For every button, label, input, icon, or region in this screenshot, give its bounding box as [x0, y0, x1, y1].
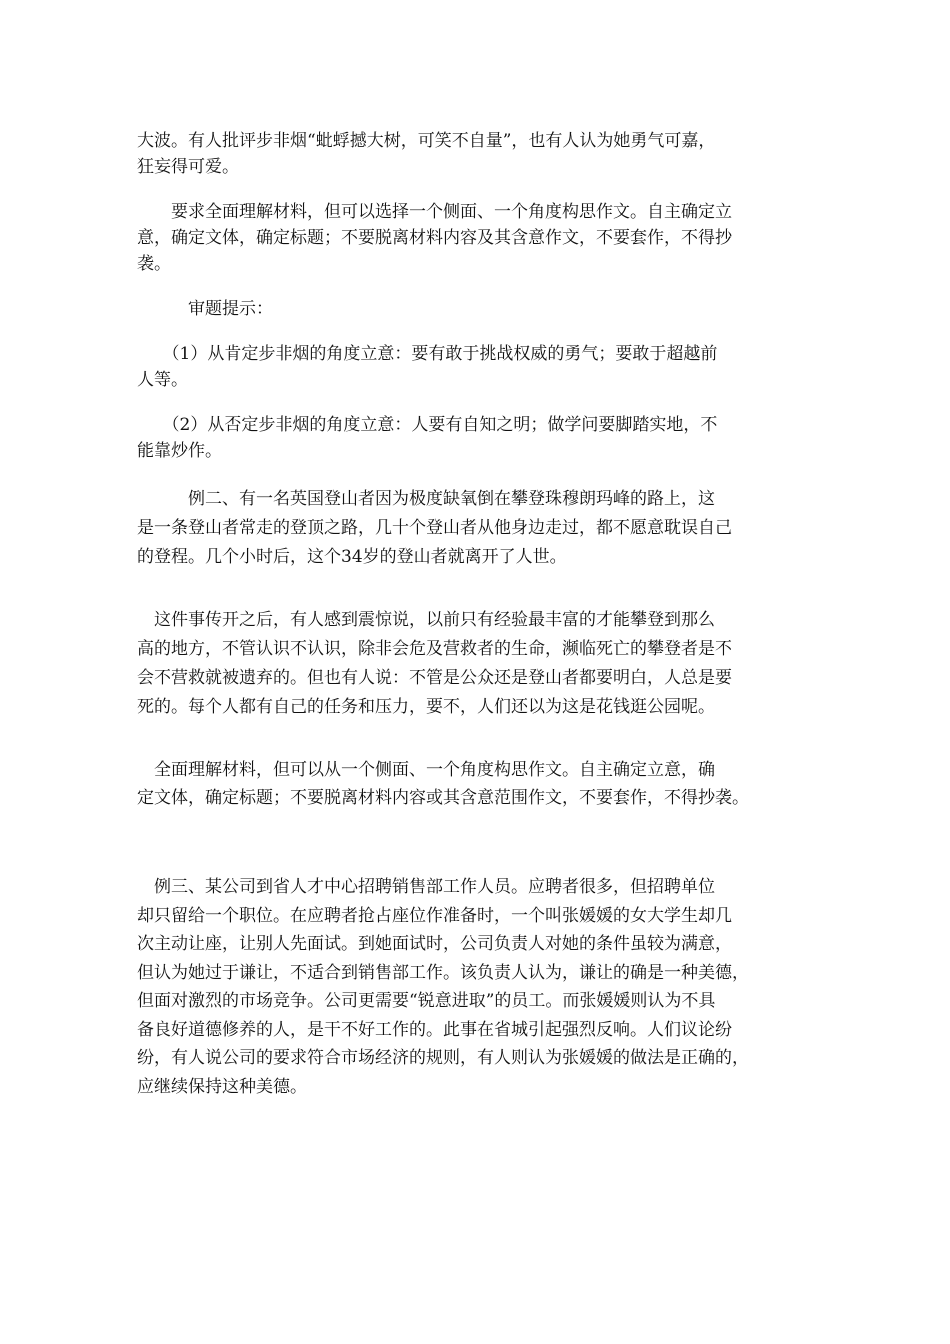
text-line: 死的。每个人都有自己的任务和压力，要不，人们还以为这是花钱逛公园呢。 — [137, 697, 715, 717]
text-line: 大波。有人批评步非烟“蚍蜉撼大树，可笑不自量”，也有人认为她勇气可嘉， — [137, 131, 716, 151]
text-line: 定文体，确定标题；不要脱离材料内容或其含意范围作文，不要套作，不得抄袭。 — [137, 788, 749, 808]
text-line: 人等。 — [137, 370, 188, 390]
text-line: 纷，有人说公司的要求符合市场经济的规则，有人则认为张媛媛的做法是正确的， — [137, 1048, 749, 1068]
paragraph-review-hint-heading — [137, 296, 817, 322]
text-line: 但面对激烈的市场竞争。公司更需要“锐意进取”的员工。而张媛媛则认为不具 — [137, 991, 716, 1011]
text-line: （2）从否定步非烟的角度立意：人要有自知之明；做学问要脚踏实地，不 — [137, 415, 718, 435]
text-line: 却只留给一个职位。在应聘者抢占座位作准备时，一个叫张媛媛的女大学生却几 — [137, 905, 732, 926]
text-line: 应继续保持这种美德。 — [137, 1076, 307, 1097]
text-line: 是一条登山者常走的登顶之路，几十个登山者从他身边走过，都不愿意耽误自己 — [137, 518, 732, 538]
text-line: 审题提示： — [137, 299, 273, 319]
paragraph-example-three — [137, 873, 817, 1101]
text-line: 会不营救就被遗弃的。但也有人说：不管是公众还是登山者都要明白，人总是要 — [137, 668, 732, 688]
text-line: 这件事传开之后，有人感到震惊说，以前只有经验最丰富的才能攀登到那么 — [137, 610, 715, 630]
paragraph-hint-affirm — [137, 341, 817, 393]
paragraph-bu-feiyan-controversy — [137, 128, 817, 180]
text-line: 袭。 — [137, 254, 171, 274]
text-line: （1）从肯定步非烟的角度立意：要有敢于挑战权威的勇气；要敢于超越前 — [137, 344, 718, 364]
text-line: 备良好道德修养的人，是干不好工作的。此事在省城引起强烈反响。人们议论纷 — [137, 1019, 732, 1040]
text-line: 能靠炒作。 — [137, 441, 222, 461]
paragraph-hint-negate — [137, 412, 817, 464]
text-line: 高的地方，不管认识不认识，除非会危及营救者的生命，濒临死亡的攀登者是不 — [137, 639, 732, 659]
paragraph-writing-requirement-2 — [137, 756, 817, 812]
text-line: 但认为她过于谦让，不适合到销售部工作。该负责人认为，谦让的确是一种美德， — [137, 962, 749, 983]
paragraph-writing-requirement-1 — [137, 199, 817, 277]
text-line: 意，确定文体，确定标题；不要脱离材料内容及其含意作文，不要套作，不得抄 — [137, 228, 732, 248]
text-line: 全面理解材料，但可以从一个侧面、一个角度构思作文。自主确定立意，确 — [137, 760, 715, 780]
paragraph-climber-debate — [137, 606, 817, 722]
text-line: 例三、某公司到省人才中心招聘销售部工作人员。应聘者很多，但招聘单位 — [137, 877, 715, 897]
text-line: 次主动让座，让别人先面试。到她面试时，公司负责人对她的条件虽较为满意， — [137, 934, 732, 954]
text-line: 要求全面理解材料，但可以选择一个侧面、一个角度构思作文。自主确定立 — [137, 202, 732, 222]
text-line: 狂妄得可爱。 — [137, 157, 239, 177]
paragraph-example-two — [137, 485, 817, 572]
text-line: 例二、有一名英国登山者因为极度缺氧倒在攀登珠穆朗玛峰的路上，这 — [137, 489, 715, 509]
text-line: 的登程。几个小时后，这个34岁的登山者就离开了人世。 — [137, 547, 567, 567]
